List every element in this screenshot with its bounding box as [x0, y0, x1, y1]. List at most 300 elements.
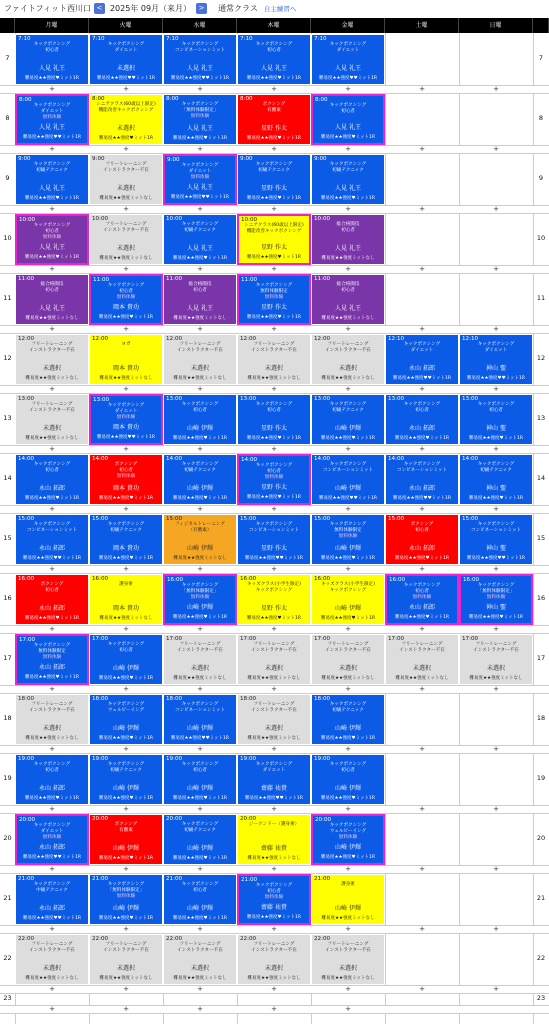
class-slot[interactable]	[163, 334, 237, 385]
add-slot-button[interactable]: +	[419, 925, 425, 933]
class-slot[interactable]	[237, 574, 311, 625]
add-slot-button[interactable]: +	[419, 625, 425, 633]
add-slot-button[interactable]: +	[493, 445, 499, 453]
add-slot-button[interactable]: +	[345, 805, 351, 813]
slot-line: シニアクラス(60歳以上限定)	[244, 223, 304, 228]
slot-line: インストラクター不在	[325, 647, 371, 653]
slot-time: 13:00	[240, 396, 257, 402]
add-slot-button[interactable]: +	[345, 985, 351, 993]
class-slot[interactable]	[311, 214, 385, 265]
class-slot[interactable]	[163, 454, 237, 505]
class-slot[interactable]	[15, 34, 89, 85]
add-slot-button[interactable]: +	[493, 145, 499, 153]
self-practice-link[interactable]: 自主練習へ	[263, 5, 297, 13]
add-slot-button[interactable]: +	[419, 685, 425, 693]
add-slot-button[interactable]: +	[345, 865, 351, 873]
class-slot[interactable]	[89, 334, 163, 385]
slot-time: 15:00	[240, 516, 257, 522]
add-slot-button[interactable]: +	[197, 925, 203, 933]
class-slot[interactable]	[163, 214, 237, 265]
add-slot-button[interactable]: +	[345, 385, 351, 393]
class-slot[interactable]	[15, 514, 89, 565]
add-slot-button[interactable]: +	[49, 445, 55, 453]
add-slot-button[interactable]: +	[345, 745, 351, 753]
add-slot-button[interactable]: +	[197, 145, 203, 153]
class-slot[interactable]	[459, 634, 533, 685]
slot-line: キックボクシング	[477, 522, 515, 527]
slot-time: 19:00	[18, 756, 35, 762]
class-slot[interactable]	[15, 574, 89, 625]
add-slot-button[interactable]: +	[345, 205, 351, 213]
add-slot-button[interactable]: +	[493, 625, 499, 633]
class-slot[interactable]	[15, 454, 89, 505]
slot-title	[164, 42, 236, 54]
slot-title	[386, 402, 458, 414]
slot-line: キックボクシング	[181, 822, 219, 827]
add-slot-button[interactable]: +	[123, 145, 129, 153]
slot-difficulty: 難易度★★強度ミットなし	[321, 316, 375, 322]
hour-label: 20	[3, 834, 12, 842]
slot-title	[90, 42, 162, 54]
add-slot-button[interactable]: +	[49, 85, 55, 93]
add-slot-button[interactable]: +	[345, 565, 351, 573]
add-slot-button[interactable]: +	[197, 1005, 203, 1013]
slot-difficulty: 難易度★★強度♥ミット1R	[98, 676, 153, 682]
slot-line: 初級テクニック	[110, 767, 142, 773]
class-slot[interactable]	[89, 574, 163, 625]
add-slot-button[interactable]: +	[419, 265, 425, 273]
add-slot-button[interactable]: +	[345, 325, 351, 333]
class-slot[interactable]	[237, 274, 311, 325]
add-slot-button[interactable]: +	[123, 685, 129, 693]
slot-line: キックボクシング	[107, 42, 145, 47]
slot-time: 14:00	[388, 456, 405, 462]
add-slot-button[interactable]: +	[419, 865, 425, 873]
class-slot[interactable]	[237, 814, 311, 865]
class-slot[interactable]	[237, 754, 311, 805]
add-slot-button[interactable]: +	[271, 85, 277, 93]
add-slot-button[interactable]: +	[197, 865, 203, 873]
class-slot[interactable]	[459, 334, 533, 385]
class-slot[interactable]	[311, 814, 385, 865]
slot-title	[461, 583, 531, 601]
class-slot[interactable]	[459, 454, 533, 505]
add-slot-button[interactable]: +	[493, 205, 499, 213]
add-slot-button[interactable]: +	[345, 85, 351, 93]
add-slot-button[interactable]: +	[49, 925, 55, 933]
slot-difficulty: 難易度★★強度ミットなし	[99, 256, 153, 262]
prev-month-button[interactable]: <	[94, 3, 105, 14]
hour-label: 13	[536, 414, 546, 422]
class-slot[interactable]	[15, 214, 89, 265]
slot-title	[164, 522, 236, 534]
class-slot[interactable]	[385, 454, 459, 505]
add-slot-button[interactable]: +	[197, 565, 203, 573]
add-slot-button[interactable]: +	[419, 985, 425, 993]
add-slot-button[interactable]: +	[493, 265, 499, 273]
slot-line: キックボクシング	[329, 162, 367, 167]
class-slot[interactable]	[15, 394, 89, 445]
add-slot-button[interactable]: +	[271, 805, 277, 813]
add-slot-button[interactable]: +	[197, 685, 203, 693]
class-slot[interactable]	[237, 634, 311, 685]
slot-difficulty: 難易度★★強度♥ミット1R	[172, 796, 227, 802]
class-slot[interactable]	[311, 154, 385, 205]
add-slot-button[interactable]: +	[49, 1005, 55, 1013]
slot-title	[164, 882, 236, 894]
add-slot-button[interactable]: +	[49, 205, 55, 213]
slot-line: キックボクシング	[255, 402, 293, 407]
class-slot[interactable]	[385, 394, 459, 445]
add-slot-button[interactable]: +	[493, 685, 499, 693]
add-slot-button[interactable]: +	[345, 625, 351, 633]
slot-difficulty: 難易度★★強度ミットなし	[25, 976, 79, 982]
add-slot-button[interactable]: +	[123, 925, 129, 933]
slot-title	[238, 702, 310, 714]
slot-title	[387, 583, 457, 601]
slot-line: フリートレーニング	[105, 942, 147, 947]
add-slot-button[interactable]: +	[271, 325, 277, 333]
add-slot-button[interactable]: +	[123, 985, 129, 993]
class-slot[interactable]	[89, 634, 163, 685]
slot-time: 13:00	[314, 396, 331, 402]
class-slot[interactable]	[311, 694, 385, 745]
slot-difficulty: 難易度★★強度♥ミット1R	[98, 496, 153, 502]
slot-line: 総合格闘技	[336, 222, 360, 227]
slot-line: 無料体験	[412, 594, 432, 600]
class-slot[interactable]	[311, 454, 385, 505]
add-slot-button[interactable]: +	[49, 985, 55, 993]
add-slot-button[interactable]: +	[271, 505, 277, 513]
slot-difficulty: 難易度★★強度♥ミット1R	[320, 196, 375, 202]
add-slot-button[interactable]: +	[493, 865, 499, 873]
class-slot[interactable]	[89, 274, 163, 325]
slot-line: キッズクラス(小学生限定)	[247, 582, 301, 587]
add-slot-button[interactable]: +	[49, 265, 55, 273]
add-slot-button[interactable]: +	[419, 505, 425, 513]
class-slot[interactable]	[89, 874, 163, 925]
add-slot-button[interactable]: +	[49, 745, 55, 753]
slot-line: ヨガ	[121, 342, 131, 347]
add-slot-button[interactable]: +	[271, 685, 277, 693]
class-slot[interactable]	[163, 574, 237, 625]
slot-line: 初級テクニック	[332, 407, 364, 413]
add-slot-button[interactable]: +	[197, 505, 203, 513]
add-slot-button[interactable]: +	[493, 565, 499, 573]
add-slot-button[interactable]: +	[271, 865, 277, 873]
hour-label: 9	[538, 174, 544, 182]
class-slot[interactable]	[15, 874, 89, 925]
class-slot[interactable]	[163, 634, 237, 685]
class-slot[interactable]	[163, 514, 237, 565]
add-slot-button[interactable]: +	[123, 565, 129, 573]
class-slot[interactable]	[163, 754, 237, 805]
class-slot[interactable]	[385, 634, 459, 685]
add-slot-button[interactable]: +	[271, 205, 277, 213]
slot-line: 無料体験	[338, 834, 358, 840]
add-slot-button[interactable]: +	[49, 565, 55, 573]
class-slot[interactable]	[237, 934, 311, 985]
hour-label: 19	[536, 774, 546, 782]
slot-line: キックボクシング	[33, 823, 71, 828]
add-slot-button[interactable]: +	[493, 325, 499, 333]
class-slot[interactable]	[15, 94, 89, 145]
class-slot[interactable]	[237, 334, 311, 385]
slot-title	[239, 463, 309, 481]
slot-line: インストラクター不在	[29, 407, 75, 413]
add-slot-button[interactable]: +	[271, 625, 277, 633]
slot-instructor: 星野 作太	[261, 425, 287, 433]
add-slot-button[interactable]: +	[271, 145, 277, 153]
class-slot[interactable]	[237, 34, 311, 85]
class-slot[interactable]	[163, 94, 237, 145]
class-slot[interactable]	[385, 334, 459, 385]
class-slot[interactable]	[15, 694, 89, 745]
hour-label: 19	[3, 774, 12, 782]
class-slot[interactable]	[385, 514, 459, 565]
class-slot[interactable]	[237, 514, 311, 565]
add-slot-button[interactable]: +	[49, 805, 55, 813]
slot-time: 14:00	[18, 456, 35, 462]
slot-time: 10:00	[19, 217, 36, 223]
add-slot-button[interactable]: +	[419, 205, 425, 213]
class-slot[interactable]	[311, 574, 385, 625]
add-slot-button[interactable]: +	[271, 445, 277, 453]
slot-line: 初級テクニック	[480, 467, 512, 473]
hour-label: 11	[3, 294, 12, 302]
class-slot[interactable]	[163, 394, 237, 445]
class-slot[interactable]	[237, 694, 311, 745]
slot-title	[90, 822, 162, 834]
class-slot[interactable]	[311, 94, 385, 145]
class-slot[interactable]	[89, 34, 163, 85]
slot-instructor: 永山 拓郎	[39, 605, 65, 613]
slot-time: 17:00	[314, 636, 331, 642]
add-slot-button[interactable]: +	[345, 685, 351, 693]
add-slot-button[interactable]: +	[493, 925, 499, 933]
slot-line: 有酸素	[267, 107, 281, 113]
slot-line: 初心者	[193, 887, 207, 893]
class-slot[interactable]	[237, 874, 311, 925]
slot-instructor: 山崎 伊輝	[187, 545, 213, 553]
add-slot-button[interactable]: +	[345, 505, 351, 513]
slot-time: 8:00	[315, 97, 328, 103]
add-slot-button[interactable]: +	[271, 925, 277, 933]
class-slot[interactable]	[311, 34, 385, 85]
add-slot-button[interactable]: +	[197, 625, 203, 633]
add-slot-button[interactable]: +	[271, 565, 277, 573]
slot-line: インストラクター不在	[103, 947, 149, 953]
add-slot-button[interactable]: +	[493, 745, 499, 753]
add-slot-button[interactable]: +	[197, 325, 203, 333]
class-slot[interactable]	[311, 754, 385, 805]
slot-line: キックボクシング	[255, 587, 293, 593]
add-slot-button[interactable]: +	[419, 85, 425, 93]
add-slot-button[interactable]: +	[419, 325, 425, 333]
class-slot[interactable]	[237, 154, 311, 205]
slot-line: キックボクシング	[477, 342, 515, 347]
slot-instructor: 永山 拓郎	[409, 545, 435, 553]
add-slot-button[interactable]: +	[197, 445, 203, 453]
slot-line: 総合格闘技	[188, 282, 212, 287]
class-slot[interactable]	[15, 274, 89, 325]
add-slot-button[interactable]: +	[493, 385, 499, 393]
class-slot[interactable]	[15, 814, 89, 865]
add-slot-button[interactable]: +	[123, 85, 129, 93]
slot-line: キックボクシング	[329, 823, 367, 828]
slot-instructor: 人見 礼王	[187, 305, 213, 313]
add-slot-button[interactable]: +	[123, 805, 129, 813]
add-slot-button[interactable]: +	[123, 745, 129, 753]
add-slot-button[interactable]: +	[123, 505, 129, 513]
class-slot[interactable]	[311, 514, 385, 565]
add-slot-button[interactable]: +	[419, 745, 425, 753]
class-slot[interactable]	[311, 934, 385, 985]
add-slot-button[interactable]: +	[197, 85, 203, 93]
add-slot-button[interactable]: +	[345, 1005, 351, 1013]
class-slot[interactable]	[89, 934, 163, 985]
slot-time: 16:00	[314, 576, 331, 582]
class-slot[interactable]	[311, 394, 385, 445]
class-slot[interactable]	[163, 154, 237, 205]
add-slot-button[interactable]: +	[197, 265, 203, 273]
slot-time: 10:00	[314, 216, 331, 222]
add-slot-button[interactable]: +	[271, 1005, 277, 1013]
add-slot-button[interactable]: +	[345, 445, 351, 453]
class-slot[interactable]	[385, 574, 459, 625]
slot-line: キックボクシング	[255, 42, 293, 47]
class-slot[interactable]	[163, 274, 237, 325]
slot-title	[16, 402, 88, 414]
class-slot[interactable]	[459, 574, 533, 625]
slot-line: インストラクター不在	[473, 647, 519, 653]
add-slot-button[interactable]: +	[123, 625, 129, 633]
day-header-corner	[0, 18, 15, 33]
slot-line: フリートレーニング	[253, 942, 295, 947]
add-slot-button[interactable]: +	[493, 985, 499, 993]
add-slot-button[interactable]: +	[271, 385, 277, 393]
class-slot[interactable]	[89, 814, 163, 865]
add-slot-button[interactable]: +	[271, 265, 277, 273]
class-slot[interactable]	[237, 394, 311, 445]
add-slot-button[interactable]: +	[123, 205, 129, 213]
class-slot[interactable]	[15, 934, 89, 985]
slot-instructor: 未選択	[338, 665, 357, 673]
slot-difficulty: 難易度★★強度♥♥ミット1R	[244, 796, 304, 802]
class-slot[interactable]	[89, 154, 163, 205]
add-slot-button[interactable]: +	[49, 505, 55, 513]
class-slot[interactable]	[15, 154, 89, 205]
class-slot[interactable]	[311, 634, 385, 685]
class-slot[interactable]	[163, 34, 237, 85]
class-slot[interactable]	[89, 394, 163, 445]
class-slot[interactable]	[89, 214, 163, 265]
slot-difficulty: 難易度★★強度♥♥ミット1R	[318, 76, 378, 82]
class-slot[interactable]	[237, 454, 311, 505]
slot-line: キックボクシング	[107, 522, 145, 527]
add-slot-button[interactable]: +	[419, 805, 425, 813]
class-slot[interactable]	[89, 694, 163, 745]
class-slot[interactable]	[237, 214, 311, 265]
class-slot[interactable]	[89, 754, 163, 805]
add-slot-button[interactable]: +	[49, 685, 55, 693]
add-slot-button[interactable]: +	[197, 985, 203, 993]
slot-difficulty: 難易度★★強度ミットなし	[247, 676, 301, 682]
add-slot-button[interactable]: +	[197, 205, 203, 213]
add-slot-button[interactable]: +	[123, 1005, 129, 1013]
add-slot-button[interactable]: +	[197, 385, 203, 393]
add-slot-button[interactable]: +	[345, 145, 351, 153]
add-slot-button[interactable]: +	[197, 805, 203, 813]
add-slot-button[interactable]: +	[123, 385, 129, 393]
add-slot-button[interactable]: +	[123, 445, 129, 453]
class-slot[interactable]	[15, 754, 89, 805]
class-slot[interactable]	[459, 394, 533, 445]
class-slot[interactable]	[163, 694, 237, 745]
add-slot-button[interactable]: +	[419, 145, 425, 153]
add-slot-button[interactable]: +	[345, 265, 351, 273]
add-slot-button[interactable]: +	[49, 385, 55, 393]
slot-line: 中級テクニック	[36, 887, 68, 893]
slot-instructor: 未選択	[264, 665, 283, 673]
slot-time: 22:00	[240, 936, 257, 942]
slot-time: 16:00	[240, 576, 257, 582]
add-slot-button[interactable]: +	[493, 505, 499, 513]
add-slot-button[interactable]: +	[123, 265, 129, 273]
add-slot-button[interactable]: +	[419, 445, 425, 453]
slot-line: 初級テクニック	[332, 167, 364, 173]
slot-line: インストラクター不在	[325, 947, 371, 953]
add-slot-button[interactable]: +	[271, 745, 277, 753]
class-slot[interactable]	[459, 514, 533, 565]
add-slot-button[interactable]: +	[271, 985, 277, 993]
add-slot-button[interactable]: +	[419, 565, 425, 573]
next-month-button[interactable]: >	[196, 3, 207, 14]
class-slot[interactable]	[89, 514, 163, 565]
add-slot-button[interactable]: +	[419, 385, 425, 393]
class-slot[interactable]	[15, 334, 89, 385]
add-slot-button[interactable]: +	[49, 625, 55, 633]
add-slot-button[interactable]: +	[123, 865, 129, 873]
slot-line: 無料体験	[264, 474, 284, 480]
class-slot[interactable]	[311, 274, 385, 325]
add-slot-button[interactable]: +	[197, 745, 203, 753]
slot-title	[239, 283, 309, 301]
class-slot[interactable]	[163, 814, 237, 865]
class-slot[interactable]	[311, 874, 385, 925]
add-slot-button[interactable]: +	[493, 805, 499, 813]
add-slot-button[interactable]: +	[49, 145, 55, 153]
add-slot-button[interactable]: +	[493, 85, 499, 93]
class-slot[interactable]	[89, 454, 163, 505]
add-slot-button[interactable]: +	[49, 865, 55, 873]
slot-title	[17, 223, 87, 241]
add-slot-button[interactable]: +	[345, 925, 351, 933]
slot-title	[386, 522, 458, 534]
class-slot[interactable]	[89, 94, 163, 145]
class-slot[interactable]	[163, 934, 237, 985]
class-slot[interactable]	[237, 94, 311, 145]
class-slot[interactable]	[163, 874, 237, 925]
class-slot[interactable]	[15, 634, 89, 685]
slot-line: キックボクシング	[181, 762, 219, 767]
slot-line: 初心者	[341, 108, 355, 114]
slot-line: シニアクラス(60歳以上限定)	[96, 102, 156, 107]
add-slot-button[interactable]: +	[49, 325, 55, 333]
add-slot-button[interactable]: +	[123, 325, 129, 333]
class-slot[interactable]	[311, 334, 385, 385]
slot-line: 初心者	[45, 767, 59, 773]
